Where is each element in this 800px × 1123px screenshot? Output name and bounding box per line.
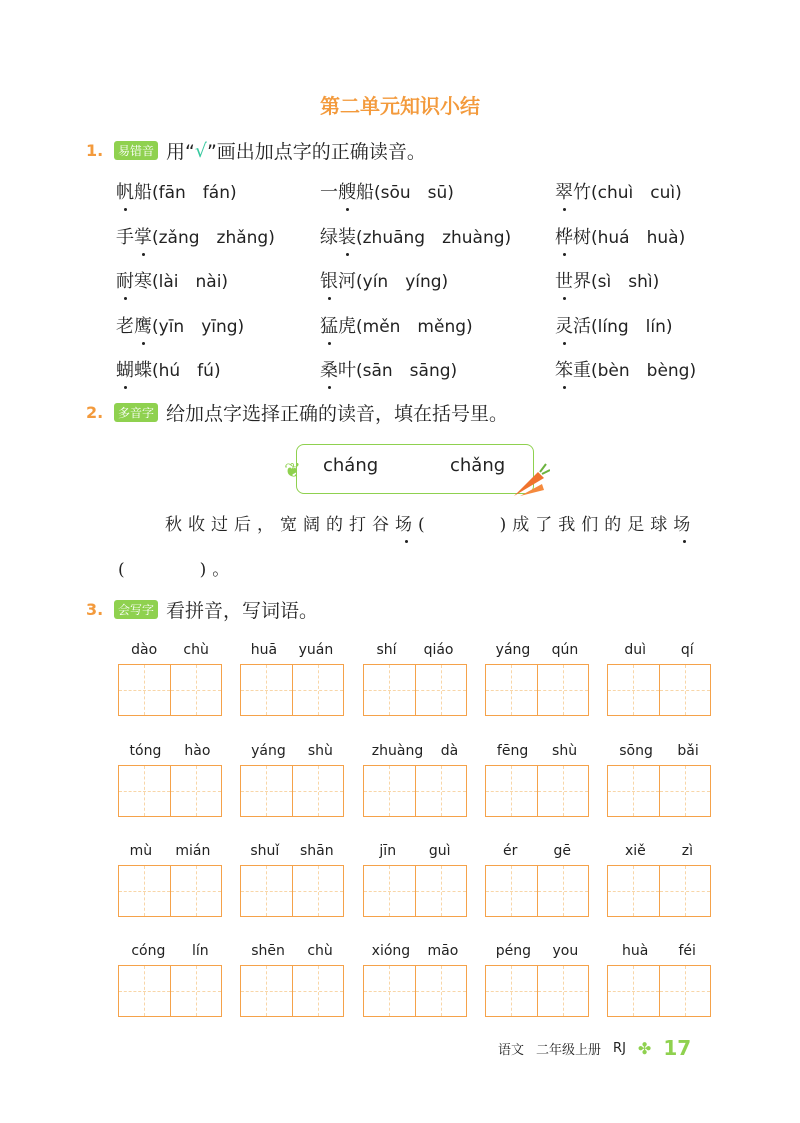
- dotted-char: 耐: [116, 271, 134, 292]
- writing-cell[interactable]: [537, 866, 589, 916]
- word-writing-box: [240, 743, 344, 817]
- pronunciation-item: [555, 312, 673, 338]
- pinyin: gē: [553, 843, 571, 859]
- pinyin: zì: [681, 843, 693, 859]
- pinyin: cóng: [131, 943, 166, 959]
- word-writing-box: [607, 843, 711, 917]
- tianzige-cells: [240, 664, 344, 716]
- writing-cell[interactable]: [486, 665, 537, 715]
- pinyin-options[interactable]: (yín yíng): [356, 272, 449, 292]
- writing-cell[interactable]: [608, 766, 659, 816]
- pinyin-row: [485, 642, 589, 664]
- question-2-heading: [86, 399, 508, 426]
- word-writing-box: [607, 943, 711, 1017]
- pronunciation-item: [555, 178, 682, 204]
- tianzige-cells: [363, 965, 467, 1017]
- dotted-char: 翠: [555, 182, 573, 203]
- dotted-char: 场: [395, 515, 418, 535]
- dotted-char: 场: [673, 515, 697, 535]
- writing-cell[interactable]: [537, 665, 589, 715]
- word-writing-box: [363, 642, 467, 716]
- pinyin-row: [118, 943, 222, 965]
- pinyin: hào: [184, 743, 211, 759]
- word-text: 树: [573, 227, 591, 248]
- pinyin-row: [607, 843, 711, 865]
- question-number: 2.: [86, 403, 104, 422]
- pinyin-row: [240, 743, 344, 765]
- question-text-post: ”画出加点字的正确读音。: [206, 141, 426, 163]
- pronunciation-item: [320, 178, 454, 204]
- word-writing-box: [240, 943, 344, 1017]
- writing-cell[interactable]: [364, 966, 415, 1016]
- word-text: 竹: [573, 182, 591, 203]
- carrot-icon: [510, 462, 550, 498]
- pinyin: yáng: [495, 642, 531, 658]
- pinyin: féi: [678, 943, 696, 959]
- writing-cell[interactable]: [170, 866, 222, 916]
- dotted-char: 蝴: [116, 360, 134, 381]
- word-writing-box: [607, 642, 711, 716]
- word-writing-box: [607, 743, 711, 817]
- question-1-heading: [86, 137, 426, 164]
- word-writing-box: [240, 843, 344, 917]
- tianzige-cells: [118, 664, 222, 716]
- writing-cell[interactable]: [537, 966, 589, 1016]
- word-writing-box: [118, 642, 222, 716]
- pinyin: tóng: [129, 743, 162, 759]
- pinyin: chù: [307, 943, 333, 959]
- writing-cell[interactable]: [292, 966, 344, 1016]
- pinyin-row: [485, 943, 589, 965]
- writing-cell[interactable]: [537, 766, 589, 816]
- pronunciation-item: [320, 312, 473, 338]
- pinyin: shēn: [251, 943, 285, 959]
- word-text: 船: [134, 182, 152, 203]
- tianzige-cells: [240, 965, 344, 1017]
- dotted-char: 桦: [555, 227, 573, 248]
- pinyin-options[interactable]: (huá huà): [591, 228, 686, 248]
- writing-cell[interactable]: [415, 966, 467, 1016]
- pinyin-row: [240, 642, 344, 664]
- pinyin: mián: [175, 843, 211, 859]
- writing-cell[interactable]: [364, 866, 415, 916]
- tianzige-cells: [363, 865, 467, 917]
- page-number: 17: [663, 1036, 692, 1060]
- pinyin-options[interactable]: (zǎng zhǎng): [152, 228, 275, 248]
- writing-cell[interactable]: [119, 866, 170, 916]
- writing-cell[interactable]: [170, 665, 222, 715]
- pinyin-row: [240, 843, 344, 865]
- writing-cell[interactable]: [170, 966, 222, 1016]
- word-writing-box: [485, 642, 589, 716]
- pinyin: huā: [250, 642, 278, 658]
- pinyin-options[interactable]: (líng lín): [591, 317, 673, 337]
- question-text: 给加点字选择正确的读音，填在括号里。: [166, 403, 509, 425]
- writing-cell[interactable]: [659, 866, 711, 916]
- writing-cell[interactable]: [486, 966, 537, 1016]
- pinyin: mù: [129, 843, 153, 859]
- pinyin: zhuàng: [371, 743, 424, 759]
- writing-cell[interactable]: [364, 766, 415, 816]
- page-footer: [498, 1036, 691, 1060]
- sentence-text: 秋收过后，宽阔的打谷: [165, 515, 395, 535]
- pronunciation-item: [116, 178, 237, 204]
- tianzige-cells: [485, 765, 589, 817]
- pinyin: huà: [622, 943, 649, 959]
- pronunciation-item: [116, 312, 244, 338]
- writing-cell[interactable]: [241, 766, 292, 816]
- page-title: 第二单元知识小结: [320, 94, 480, 118]
- tianzige-cells: [485, 664, 589, 716]
- pinyin: lín: [192, 943, 209, 959]
- tianzige-cells: [607, 664, 711, 716]
- pinyin-options[interactable]: (chuì cuì): [591, 183, 682, 203]
- tianzige-cells: [607, 865, 711, 917]
- writing-cell[interactable]: [608, 966, 659, 1016]
- question-text: 看拼音，写词语。: [166, 600, 319, 622]
- pronunciation-item: [116, 356, 221, 382]
- tianzige-cells: [240, 865, 344, 917]
- pinyin-options[interactable]: (zhuāng zhuàng): [356, 228, 512, 248]
- word-text: 船: [356, 182, 374, 203]
- pinyin-row: [607, 743, 711, 765]
- writing-cell[interactable]: [486, 766, 537, 816]
- question-number: 1.: [86, 141, 104, 160]
- dotted-char: 世: [555, 271, 573, 292]
- pinyin: jīn: [379, 843, 397, 859]
- dotted-char: 鹰: [134, 316, 152, 337]
- writing-cell[interactable]: [364, 665, 415, 715]
- pinyin: shuǐ: [250, 843, 280, 859]
- checkmark-icon: √: [194, 139, 207, 162]
- pinyin: shí: [376, 642, 397, 658]
- word-writing-box: [485, 943, 589, 1017]
- question-text-pre: 用“: [166, 141, 195, 163]
- pronunciation-item: [555, 356, 696, 382]
- leaf-icon: ❦: [284, 458, 301, 482]
- pinyin: qí: [680, 642, 694, 658]
- writing-cell[interactable]: [292, 665, 344, 715]
- pinyin: you: [552, 943, 579, 959]
- pinyin-options[interactable]: (yīn yīng): [152, 317, 245, 337]
- pinyin-options[interactable]: (fān fán): [152, 183, 237, 203]
- word-text: 界: [573, 271, 591, 292]
- pinyin-row: [485, 843, 589, 865]
- footer-edition: RJ: [613, 1040, 626, 1056]
- option-chang2: cháng: [323, 455, 379, 476]
- writing-cell[interactable]: [119, 766, 170, 816]
- dotted-char: 银: [320, 271, 338, 292]
- writing-cell[interactable]: [608, 866, 659, 916]
- pinyin-options[interactable]: (sān sāng): [356, 361, 458, 381]
- word-text: 虎: [338, 316, 356, 337]
- word-text: 重: [573, 360, 591, 381]
- writing-cell[interactable]: [486, 866, 537, 916]
- pinyin-options[interactable]: (měn měng): [356, 317, 473, 337]
- pinyin-row: [363, 642, 467, 664]
- tianzige-cells: [485, 965, 589, 1017]
- pinyin-row: [118, 743, 222, 765]
- writing-cell[interactable]: [659, 665, 711, 715]
- word-text: 绿: [320, 227, 338, 248]
- dotted-char: 帆: [116, 182, 134, 203]
- answer-blank-2[interactable]: ( )。: [118, 560, 236, 580]
- pinyin: qiáo: [423, 642, 454, 658]
- pinyin-options[interactable]: (hú fú): [152, 361, 221, 381]
- pronunciation-item: [555, 223, 685, 249]
- pinyin-row: [118, 642, 222, 664]
- word-text: 叶: [338, 360, 356, 381]
- pinyin: māo: [427, 943, 459, 959]
- writing-cell[interactable]: [659, 966, 711, 1016]
- question-badge: 易错音: [114, 141, 158, 160]
- pinyin: guì: [428, 843, 451, 859]
- dotted-char: 猛: [320, 316, 338, 337]
- writing-cell[interactable]: [415, 866, 467, 916]
- tianzige-cells: [607, 965, 711, 1017]
- answer-blank-1[interactable]: ( )成了我们的足球: [418, 515, 674, 535]
- pinyin: péng: [495, 943, 532, 959]
- word-writing-box: [118, 743, 222, 817]
- tianzige-cells: [118, 965, 222, 1017]
- footer-subject: 语文: [498, 1042, 525, 1058]
- pinyin: qún: [551, 642, 579, 658]
- pronunciation-item: [320, 267, 448, 293]
- tianzige-cells: [485, 865, 589, 917]
- pinyin-options[interactable]: (lài nài): [152, 272, 229, 292]
- pinyin: yuán: [298, 642, 334, 658]
- word-writing-box: [240, 642, 344, 716]
- tianzige-cells: [118, 865, 222, 917]
- pinyin: fēng: [496, 743, 529, 759]
- pinyin: shān: [300, 843, 334, 859]
- pinyin: shù: [552, 743, 578, 759]
- tianzige-cells: [240, 765, 344, 817]
- word-writing-box: [118, 943, 222, 1017]
- pinyin-options[interactable]: (sì shì): [591, 272, 660, 292]
- pinyin-options[interactable]: (bèn bèng): [591, 361, 697, 381]
- pinyin: yáng: [251, 743, 286, 759]
- word-writing-box: [118, 843, 222, 917]
- dotted-char: 笨: [555, 360, 573, 381]
- pronunciation-item: [555, 267, 659, 293]
- pinyin-row: [607, 642, 711, 664]
- pinyin-row: [363, 743, 467, 765]
- writing-cell[interactable]: [608, 665, 659, 715]
- footer-grade: 二年级上册: [536, 1042, 602, 1058]
- pinyin: dào: [131, 642, 158, 658]
- pinyin: sōng: [619, 743, 653, 759]
- word-text: 活: [573, 316, 591, 337]
- pronunciation-item: [116, 267, 228, 293]
- word-text: 一: [320, 182, 338, 203]
- pinyin-options[interactable]: (sōu sū): [374, 183, 454, 203]
- pinyin-row: [363, 843, 467, 865]
- pinyin: dà: [440, 743, 459, 759]
- dotted-char: 艘: [338, 182, 356, 203]
- writing-cell[interactable]: [241, 866, 292, 916]
- pronunciation-item: [116, 223, 275, 249]
- question-badge: 会写字: [114, 600, 158, 619]
- dotted-char: 掌: [134, 227, 152, 248]
- clover-icon: ✤: [637, 1038, 652, 1058]
- question-badge: 多音字: [114, 403, 158, 422]
- word-text: 老: [116, 316, 134, 337]
- word-text: 寒: [134, 271, 152, 292]
- tianzige-cells: [607, 765, 711, 817]
- writing-cell[interactable]: [119, 966, 170, 1016]
- writing-cell[interactable]: [119, 665, 170, 715]
- word-writing-box: [363, 743, 467, 817]
- dotted-char: 装: [338, 227, 356, 248]
- writing-cell[interactable]: [241, 665, 292, 715]
- question-number: 3.: [86, 600, 104, 619]
- writing-cell[interactable]: [415, 766, 467, 816]
- pinyin: shù: [307, 743, 333, 759]
- writing-cell[interactable]: [659, 766, 711, 816]
- pinyin-row: [485, 743, 589, 765]
- pinyin: chù: [183, 642, 209, 658]
- pinyin: xiě: [624, 843, 646, 859]
- dotted-char: 灵: [555, 316, 573, 337]
- pronunciation-item: [320, 356, 457, 382]
- word-writing-box: [485, 843, 589, 917]
- writing-cell[interactable]: [292, 866, 344, 916]
- pinyin: duì: [624, 642, 647, 658]
- word-text: 蝶: [134, 360, 152, 381]
- pinyin-row: [607, 943, 711, 965]
- pinyin-row: [240, 943, 344, 965]
- tianzige-cells: [118, 765, 222, 817]
- pinyin-row: [118, 843, 222, 865]
- word-writing-box: [363, 943, 467, 1017]
- tianzige-cells: [363, 664, 467, 716]
- word-writing-box: [485, 743, 589, 817]
- word-text: 手: [116, 227, 134, 248]
- writing-cell[interactable]: [415, 665, 467, 715]
- tianzige-cells: [363, 765, 467, 817]
- question-3-heading: [86, 596, 318, 623]
- pinyin-row: [363, 943, 467, 965]
- pinyin: bǎi: [677, 743, 699, 759]
- writing-cell[interactable]: [170, 766, 222, 816]
- word-text: 河: [338, 271, 356, 292]
- writing-cell[interactable]: [292, 766, 344, 816]
- writing-cell[interactable]: [241, 966, 292, 1016]
- word-writing-box: [363, 843, 467, 917]
- pinyin: xióng: [371, 943, 411, 959]
- pinyin: ér: [503, 843, 518, 859]
- sentence-line-1: [165, 510, 696, 535]
- pronunciation-item: [320, 223, 511, 249]
- dotted-char: 桑: [320, 360, 338, 381]
- option-chang3: chǎng: [450, 455, 506, 476]
